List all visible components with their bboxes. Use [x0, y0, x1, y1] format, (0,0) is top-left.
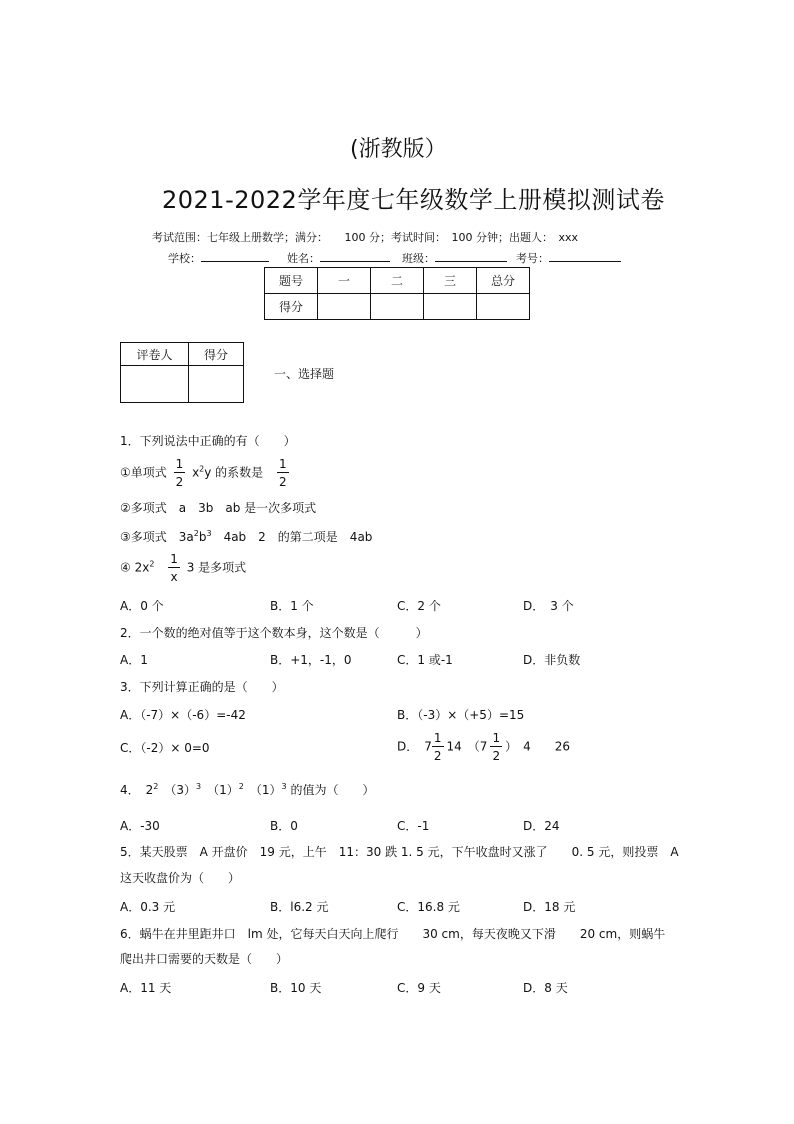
- q5-stem-line2: 这天收盘价为（ ）: [120, 871, 241, 885]
- exponent: 3: [281, 782, 287, 791]
- q6-stem-line1: 6．蜗牛在井里距井口 lm 处，它每天白天向上爬行 30 cm，每天夜晚又下滑 20 cm，则蜗牛: [120, 927, 666, 941]
- q2-option-b[interactable]: B．+1，-1，0: [270, 653, 352, 667]
- exponent: 2: [149, 559, 155, 569]
- q2-option-c[interactable]: C．1 或-1: [397, 653, 453, 667]
- exponent: 3: [206, 529, 212, 538]
- q4-text: 4． 2: [120, 783, 154, 797]
- q1-option-d[interactable]: D． 3 个: [523, 599, 574, 613]
- fraction-numerator: 1: [492, 731, 501, 745]
- exam-title: 2021-2022学年度七年级数学上册模拟测试卷: [162, 186, 665, 214]
- q2-option-d[interactable]: D．非负数: [523, 653, 581, 667]
- q1-s1-text: y 的系数是: [204, 465, 264, 480]
- section-title: 一、选择题: [274, 367, 335, 381]
- grader-label: 评卷人: [121, 343, 189, 366]
- field-class: [402, 250, 507, 266]
- q1-statement-4: [120, 553, 246, 583]
- q3-option-d[interactable]: [397, 732, 570, 762]
- q3-stem: 3．下列计算正确的是（ ）: [120, 680, 284, 694]
- score-table: [264, 267, 530, 320]
- q5-option-d[interactable]: D．18 元: [523, 900, 576, 914]
- grader-cell: [189, 366, 244, 403]
- fraction: [174, 458, 186, 488]
- q1-s1-text: ①单项式: [120, 465, 167, 480]
- q3-d-text: ） 4 26: [505, 739, 570, 754]
- fraction: [168, 553, 180, 583]
- q4-text: （3）: [170, 783, 197, 797]
- field-exam-number-blank: [549, 261, 621, 262]
- q6-option-a[interactable]: A．11 天: [120, 981, 172, 995]
- q1-statement-1: [120, 458, 292, 488]
- edition-label: (浙教版）: [350, 137, 447, 162]
- q3-option-b[interactable]: B．（-3）×（+5）=15: [397, 708, 525, 722]
- exponent: 2: [153, 782, 159, 791]
- score-cell: [371, 294, 424, 320]
- grader-score-label: 得分: [189, 343, 244, 366]
- fraction: [432, 732, 444, 762]
- grader-cell: [121, 366, 189, 403]
- q1-s1-variable: x: [192, 465, 200, 480]
- q6-option-d[interactable]: D．8 天: [523, 981, 568, 995]
- q3-d-text: 14 （7: [446, 739, 488, 754]
- grader-table: [120, 342, 244, 403]
- fraction-denominator: x: [170, 570, 178, 584]
- grader-table-blank-row: [121, 366, 244, 403]
- q4-text: （1）: [213, 783, 239, 797]
- q4-option-b[interactable]: B．0: [270, 819, 298, 833]
- field-exam-number: [516, 250, 621, 266]
- score-header-cell: 三: [424, 268, 477, 294]
- fraction-numerator: 1: [279, 457, 287, 471]
- q6-option-c[interactable]: C．9 天: [397, 981, 441, 995]
- field-exam-number-label: 考号：: [516, 252, 549, 265]
- score-table-score-row: [265, 294, 530, 320]
- exam-info-line: 考试范围：七年级上册数学；满分： 100 分；考试时间： 100 分钟；出题人： xxx: [152, 231, 579, 244]
- fraction-numerator: 1: [433, 731, 442, 745]
- q3-option-a[interactable]: A．（-7）×（-6）=-42: [120, 708, 246, 722]
- field-name-blank: [320, 261, 390, 262]
- q1-s3-text: 4ab 2 的第二项是 4ab: [211, 530, 373, 544]
- field-name-label: 姓名：: [287, 252, 320, 265]
- q4-option-a[interactable]: A．-30: [120, 819, 160, 833]
- exponent: 2: [193, 529, 199, 538]
- q4-option-d[interactable]: D．24: [523, 819, 560, 833]
- field-school-label: 学校：: [168, 252, 201, 265]
- q1-statement-2: ②多项式 a 3b ab 是一次多项式: [120, 501, 317, 515]
- score-cell: [424, 294, 477, 320]
- score-header-cell: 一: [318, 268, 371, 294]
- field-school-blank: [201, 261, 269, 262]
- score-cell: [477, 294, 530, 320]
- q6-stem-line2: 爬出井口需要的天数是（ ）: [120, 952, 289, 966]
- score-table-header-row: [265, 268, 530, 294]
- q2-option-a[interactable]: A．1: [120, 653, 148, 667]
- q1-option-c[interactable]: C．2 个: [397, 599, 441, 613]
- fraction-denominator: 2: [433, 749, 442, 763]
- q1-s4-text: 3 是多项式: [186, 560, 247, 575]
- q2-stem: 2．一个数的绝对值等于这个数本身，这个数是（ ）: [120, 626, 428, 640]
- exponent: 2: [199, 464, 205, 474]
- field-name: [287, 250, 390, 266]
- fraction-numerator: 1: [175, 457, 184, 471]
- field-class-blank: [435, 261, 507, 262]
- q4-text: （1）: [255, 783, 282, 797]
- score-header-cell: 题号: [265, 268, 318, 294]
- q5-option-b[interactable]: B．l6.2 元: [270, 900, 329, 914]
- field-school: [168, 250, 269, 266]
- fraction: [490, 732, 502, 762]
- score-row-label: 得分: [265, 294, 318, 320]
- score-cell: [318, 294, 371, 320]
- q1-option-a[interactable]: A．0 个: [120, 599, 164, 613]
- q1-s3-text: ③多项式 3a: [120, 530, 194, 544]
- q1-option-b[interactable]: B．1 个: [270, 599, 314, 613]
- q6-option-b[interactable]: B．10 天: [270, 981, 322, 995]
- q1-s4-text: ④ 2x: [120, 560, 150, 575]
- fraction-denominator: 2: [175, 475, 184, 489]
- fraction-denominator: 2: [492, 749, 501, 763]
- q3-d-text: D． 7: [397, 739, 432, 754]
- fraction: [277, 458, 289, 488]
- fraction-numerator: 1: [170, 552, 178, 566]
- exponent: 2: [238, 782, 244, 791]
- q4-stem: [120, 781, 374, 798]
- q1-statement-3: [120, 528, 372, 545]
- q3-option-c[interactable]: C．（-2）× 0=0: [120, 741, 210, 755]
- q4-option-c[interactable]: C．-1: [397, 819, 430, 833]
- q1-s3-text: b: [198, 530, 207, 544]
- q5-stem-line1: 5．某天股票 A 开盘价 19 元，上午 11：30 跌 1. 5 元，下午收盘时又涨了 0. 5 元，则投票 A: [120, 845, 679, 859]
- q4-text: 的值为（ ）: [286, 783, 375, 797]
- q5-option-c[interactable]: C．16.8 元: [397, 900, 460, 914]
- grader-table-header-row: [121, 343, 244, 366]
- score-header-cell: 二: [371, 268, 424, 294]
- exponent: 3: [196, 782, 202, 791]
- fraction-denominator: 2: [279, 475, 287, 489]
- field-class-label: 班级：: [402, 252, 435, 265]
- q1-stem: 1．下列说法中正确的有（ ）: [120, 434, 296, 448]
- score-header-cell: 总分: [477, 268, 530, 294]
- q5-option-a[interactable]: A．0.3 元: [120, 900, 176, 914]
